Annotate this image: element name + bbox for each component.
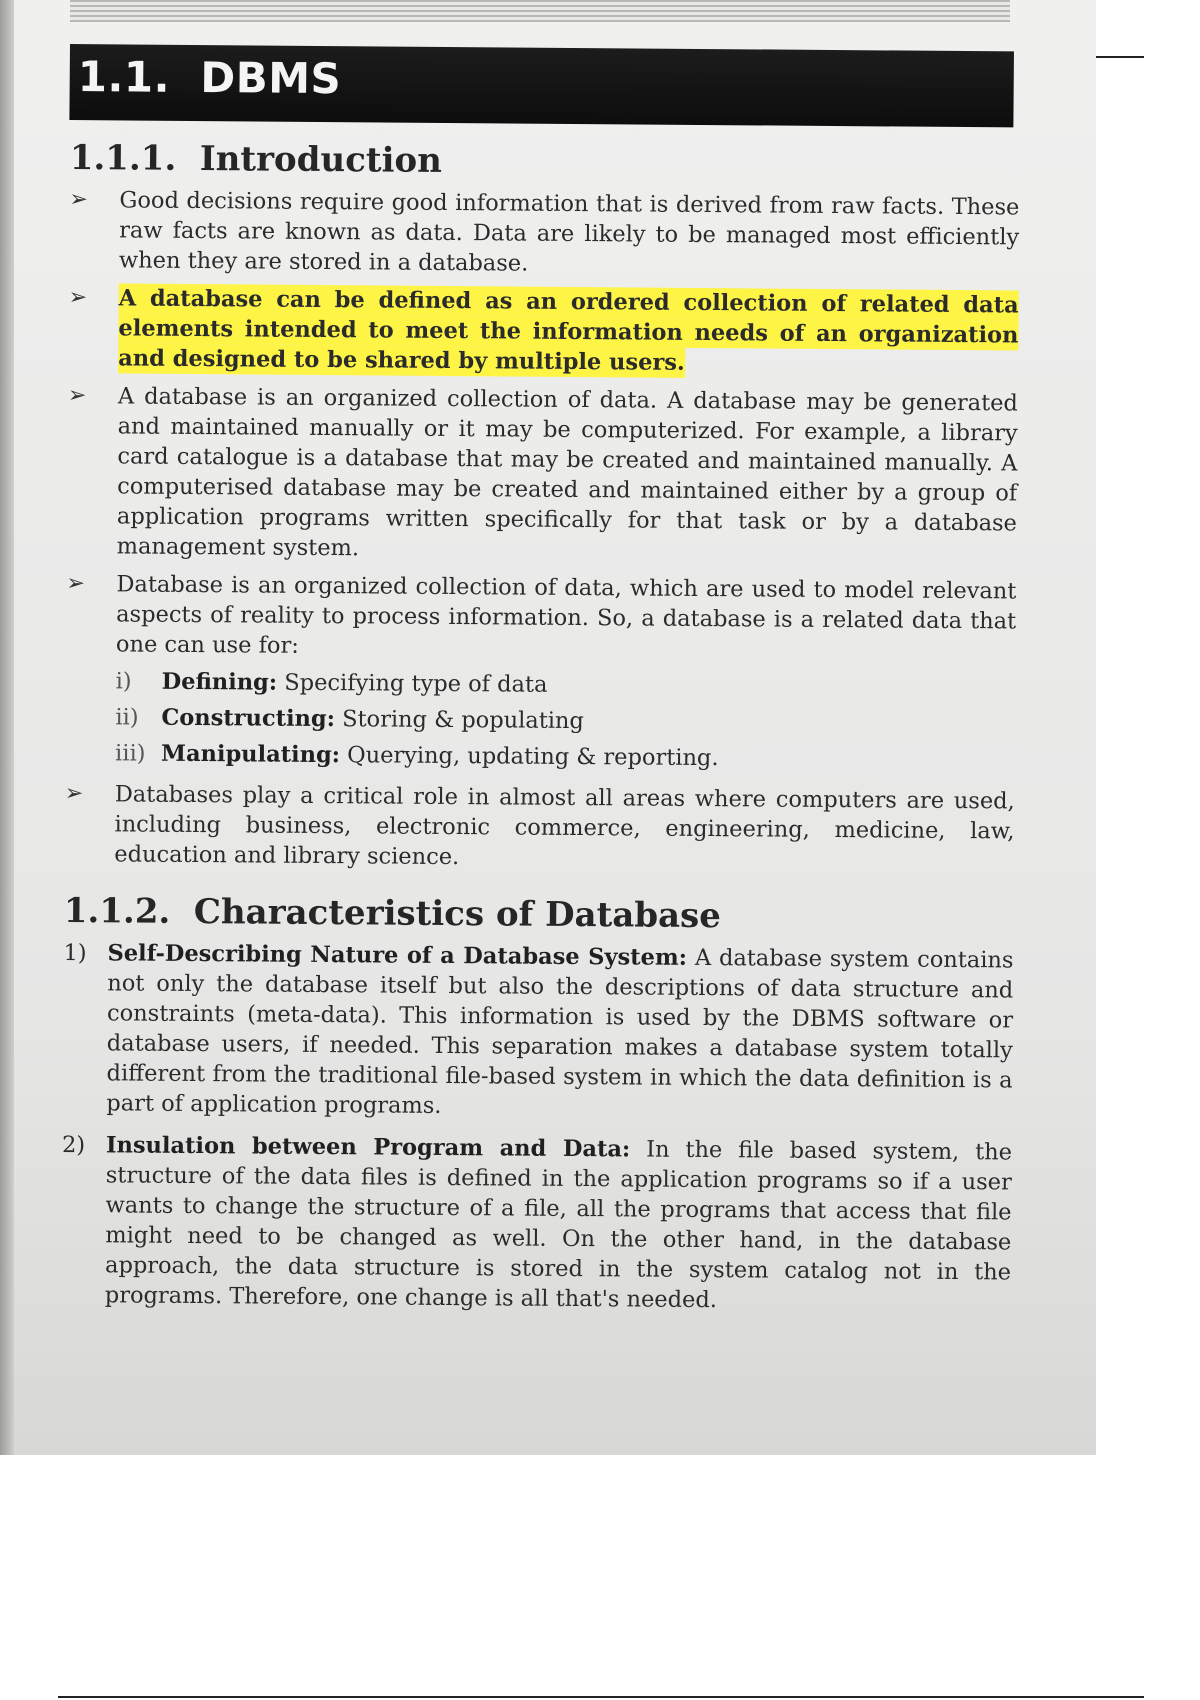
section-heading-introduction xyxy=(70,138,1020,186)
sub-marker: ii) xyxy=(115,704,139,731)
list-item xyxy=(67,381,1018,568)
bullet-text: Database is an organized collection of data, which are used to model relevant aspects of reality to process information. So, a database is a related data that one can use for: xyxy=(115,571,1017,659)
item-marker: 1) xyxy=(63,939,87,966)
section-number: 1.1.1. xyxy=(69,137,177,179)
page-content xyxy=(61,130,1020,1329)
arrowhead-bullet-icon: ➢ xyxy=(67,382,87,408)
sub-desc: Querying, updating & reporting. xyxy=(339,741,719,771)
chapter-heading-bar xyxy=(69,44,1014,127)
chapter-heading xyxy=(78,52,342,103)
section-heading-characteristics xyxy=(64,891,1014,939)
bullet-text: Good decisions require good information that is derived from raw facts. These raw facts are known as data. Data are likely to be managed most efficiently when they are stored in a database. xyxy=(118,187,1020,277)
section-title: Introduction xyxy=(199,139,443,181)
list-item xyxy=(62,938,1013,1125)
highlighted-definition: A database can be defined as an ordered collection of related data elements intended to meet the information needs of an organization and designed to be shared by multiple users. xyxy=(118,285,1019,376)
chapter-number: 1.1. xyxy=(77,52,171,102)
list-item xyxy=(64,779,1015,876)
section-number: 1.1.2. xyxy=(63,890,171,932)
sub-desc: Specifying type of data xyxy=(277,669,548,698)
list-item xyxy=(61,1130,1012,1317)
sub-list-item xyxy=(115,735,1015,778)
section-title: Characteristics of Database xyxy=(193,891,722,936)
book-spine-shadow xyxy=(0,0,14,1455)
margin-rule xyxy=(1096,56,1144,58)
uses-sublist xyxy=(115,663,1016,778)
intro-bullet-list xyxy=(64,185,1019,876)
item-marker: 2) xyxy=(61,1131,86,1158)
sub-marker: i) xyxy=(115,668,132,695)
sub-marker: iii) xyxy=(115,740,146,767)
arrowhead-bullet-icon: ➢ xyxy=(66,570,85,596)
item-term: Insulation between Program and Data: xyxy=(105,1131,631,1163)
bullet-text: Databases play a critical role in almost all areas where computers are used, including business, electronic commerce, engineering, medicine, law, education and library science. xyxy=(114,781,1015,870)
list-item xyxy=(69,185,1020,282)
sub-term: Constructing: xyxy=(161,704,336,732)
list-item xyxy=(65,569,1017,778)
bullet-text: A database is an organized collection of data. A database may be generated and maintained manually or it may be computerized. For example, a library card catalogue is a database that may be created and maintained manually. A computerised database may be created and maintained either by a group of application programs written specifically for that task or by a database management system. xyxy=(116,383,1018,562)
item-term: Self-Describing Nature of a Database System: xyxy=(107,939,688,971)
item-desc: In the file based system, the structure of the data files is defined in the application programs so if a user wants to change the structure of a file, all the programs that access that file might need to be changed as well. On the other hand, in the database approach, the data structure is stored in the system catalog not in the programs. Therefore, one change is all that's needed. xyxy=(104,1136,1013,1313)
arrowhead-bullet-icon: ➢ xyxy=(64,780,84,806)
sub-desc: Storing & populating xyxy=(334,705,584,734)
item-desc: A database system contains not only the database itself but also the descriptions of data structure and constraints (meta-data). This information is used by the DBMS software or database users, if needed. This separation makes a database system totally different from the traditional file-based system in which the data definition is a part of application programs. xyxy=(106,944,1014,1119)
arrowhead-bullet-icon: ➢ xyxy=(69,186,88,212)
list-item xyxy=(68,283,1019,380)
footer-rule xyxy=(58,1696,1144,1698)
characteristics-list xyxy=(61,938,1014,1317)
chapter-title: DBMS xyxy=(200,53,342,104)
arrowhead-bullet-icon: ➢ xyxy=(68,284,88,310)
top-border-rule xyxy=(70,0,1010,22)
sub-term: Manipulating: xyxy=(161,740,341,768)
sub-term: Defining: xyxy=(161,668,278,696)
